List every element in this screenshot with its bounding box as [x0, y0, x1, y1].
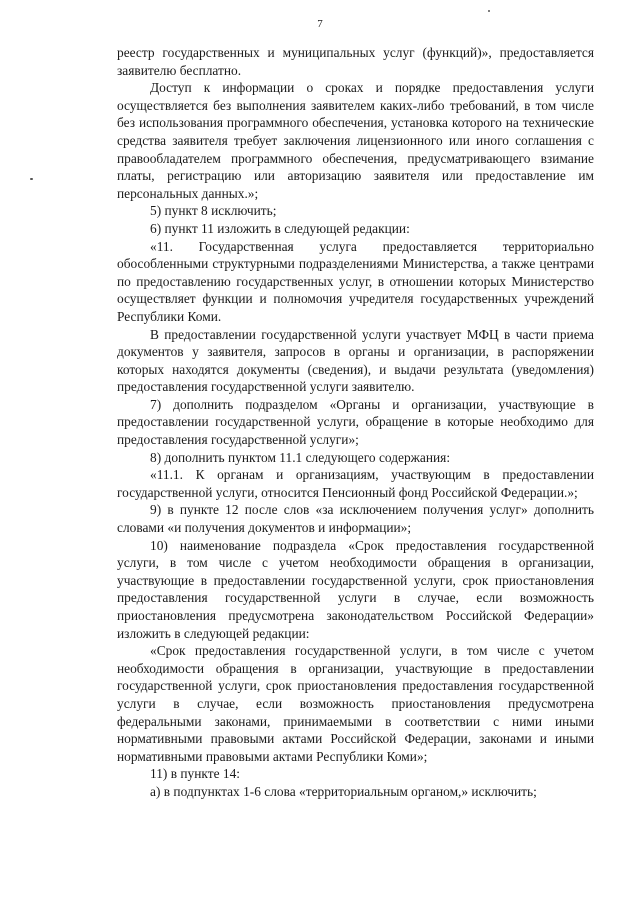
paragraph: 11) в пункте 14:: [150, 766, 240, 782]
paragraph: 10) наименование подраздела «Срок предоставления государственной услуги, в том числе с учетом необходимости обращения в организации, участвующие в предоставлении государственной услуги, срок приостановления предоставления государственной услуги в случае, если возможность приостановления предусмотрена законодательством Российской Федерации» изложить в следующей редакции:: [117, 537, 594, 641]
page-number: 7: [317, 18, 323, 30]
paragraph: Доступ к информации о сроках и порядке предоставления услуги осуществляется без выполнения заявителем каких-либо требований, в том числе без использования программного обеспечения, установка которого на технические средства заявителя требует заключения лицензионного или иного соглашения с правообладателем программного обеспечения, предусматривающего взимание платы, регистрацию или авторизацию заявителя или предоставление им персональных данных.»;: [117, 80, 594, 201]
document-body: [117, 44, 594, 801]
paragraph: В предоставлении государственной услуги участвует МФЦ в части приема документов у заявителя, запросов в органы и организации, в распоряжении которых находятся документы (сведения), и выдачи результата (уведомления) предоставления государственной услуги заявителю.: [117, 326, 594, 395]
paragraph: реестр государственных и муниципальных услуг (функций)», предоставляется заявителю бесплатно.: [117, 45, 594, 78]
paragraph: 5) пункт 8 исключить;: [150, 203, 277, 219]
scan-speck: [488, 10, 490, 12]
paragraph: «11. Государственная услуга предоставляется территориально обособленными структурными подразделениями Министерства, а также центрами по предоставлению государственных услуг, в отношении которых Министерство осуществляет функции и полномочия учредителя государственных учреждений Республики Коми.: [117, 238, 594, 324]
paragraph: 7) дополнить подразделом «Органы и организации, участвующие в предоставлении государственной услуги, обращение в которые необходимо для предоставления государственной услуги»;: [117, 396, 594, 448]
paragraph: 6) пункт 11 изложить в следующей редакции:: [150, 220, 410, 236]
paragraph: а) в подпунктах 1-6 слова «территориальным органом,» исключить;: [150, 783, 537, 799]
paragraph: 9) в пункте 12 после слов «за исключением получения услуг» дополнить словами «и получения документов и информации»;: [117, 502, 594, 536]
scan-speck: [30, 178, 33, 180]
paragraph: 8) дополнить пунктом 11.1 следующего содержания:: [150, 449, 451, 465]
paragraph: «Срок предоставления государственной услуги, в том числе с учетом необходимости обращения в организации, участвующие в предоставлении государственной услуги, срок приостановления предоставления государственной услуги в случае, если возможность приостановления предусмотрена федеральными законами, принимаемыми в соответствии с ними иными нормативными правовыми актами Российской Федерации, законами и иными нормативными правовыми актами Республики Коми»;: [117, 643, 594, 764]
paragraph: «11.1. К органам и организациям, участвующим в предоставлении государственной услуги, относится Пенсионный фонд Российской Федерации.»;: [117, 467, 594, 500]
